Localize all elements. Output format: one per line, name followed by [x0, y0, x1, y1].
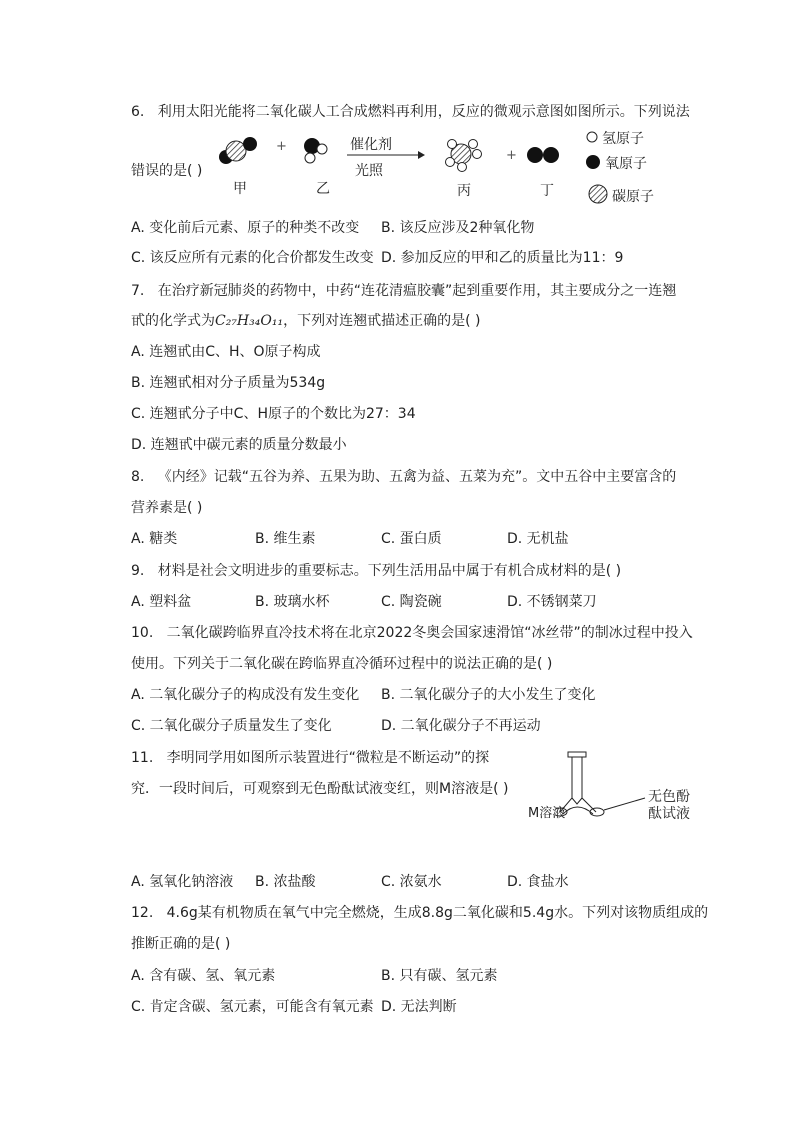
- label-bing: 丙: [457, 183, 471, 199]
- q11-option-a: A. 氢氧化钠溶液: [131, 874, 234, 890]
- q7-number: 7.: [131, 283, 145, 299]
- q11-option-d: D. 食盐水: [507, 874, 569, 890]
- q6-option-a: A. 变化前后元素、原子的种类不改变: [131, 220, 360, 236]
- q9-option-b: B. 玻璃水杯: [255, 594, 330, 610]
- q8-option-d: D. 无机盐: [507, 531, 569, 547]
- q7-option-b: B. 连翘甙相对分子质量为534g: [131, 375, 326, 391]
- legend-hydrogen-symbol: [587, 132, 597, 142]
- q10-option-b: B. 二氧化碳分子的大小发生了变化: [381, 687, 596, 703]
- q9-number: 9.: [131, 563, 145, 579]
- q8-option-b: B. 维生素: [255, 531, 316, 547]
- condition-label: 光照: [355, 163, 383, 179]
- q8-option-c: C. 蛋白质: [381, 531, 442, 547]
- q6-stem-text: 利用太阳光能将二氧化碳人工合成燃料再利用，反应的微观示意图如图所示。下列说法: [157, 104, 690, 120]
- q10-stem-text: 二氧化碳跨临界直冷技术将在北京2022冬奥会国家速滑馆“冰丝带”的制冰过程中投入: [166, 625, 693, 641]
- plus-sign-1: +: [276, 139, 287, 154]
- q11-number: 11.: [131, 750, 154, 766]
- q12-number: 12.: [131, 905, 154, 921]
- legend-oxygen: 氧原子: [605, 156, 647, 172]
- phenolphthalein-label-1: 无色酚: [648, 789, 690, 805]
- q7-stem-line1: [131, 281, 676, 301]
- q8-stem-line2: 营养素是( ): [131, 500, 203, 516]
- q8-stem-text: 《内经》记载“五谷为养、五果为助、五禽为益、五菜为充”。文中五谷中主要富含的: [157, 469, 677, 485]
- legend-carbon: 碳原子: [612, 189, 654, 205]
- q7-option-a: A. 连翘甙由C、H、O原子构成: [131, 344, 321, 360]
- molecule-ding: [527, 147, 559, 163]
- q12-option-c: C. 肯定含碳、氢元素，可能含有氧元素: [131, 999, 374, 1015]
- q9-option-d: D. 不锈钢菜刀: [507, 594, 597, 610]
- q8-stem-line1: [131, 467, 676, 487]
- q6-option-d: D. 参加反应的甲和乙的质量比为11：9: [381, 250, 624, 266]
- q10-number: 10.: [131, 625, 154, 641]
- legend-hydrogen: 氢原子: [602, 131, 644, 147]
- q7-stem-line2: [131, 311, 480, 331]
- legend-oxygen-symbol: [586, 155, 600, 169]
- q6-option-c: C. 该反应所有元素的化合价都发生改变: [131, 250, 374, 266]
- legend-carbon-symbol: [589, 185, 607, 203]
- q8-number: 8.: [131, 469, 145, 485]
- q7-option-d: D. 连翘甙中碳元素的质量分数最小: [131, 437, 347, 453]
- q9-option-a: A. 塑料盆: [131, 594, 192, 610]
- q10-stem-line2: 使用。下列关于二氧化碳在跨临界直冷循环过程中的说法正确的是( ): [131, 656, 553, 672]
- q8-option-a: A. 糖类: [131, 531, 178, 547]
- q11-stem-line2: 究．一段时间后，可观察到无色酚酞试液变红，则M溶液是( ): [131, 781, 509, 797]
- q6-stem-line2: 错误的是( ): [131, 163, 203, 179]
- q10-stem-line1: [131, 623, 693, 643]
- q12-stem-line2: 推断正确的是( ): [131, 936, 231, 952]
- catalyst-label: 催化剂: [350, 137, 392, 153]
- molecule-yi: [304, 138, 327, 163]
- q7-stem-text: 在治疗新冠肺炎的药物中，中药“连花清瘟胶囊”起到重要作用，其主要成分之一连翘: [157, 283, 677, 299]
- q7-stem-post: ，下列对连翘甙描述正确的是( ): [283, 313, 481, 329]
- m-solution-label: M溶液: [528, 806, 566, 821]
- q10-option-d: D. 二氧化碳分子不再运动: [381, 718, 541, 734]
- q9-stem-text: 材料是社会文明进步的重要标志。下列生活用品中属于有机合成材料的是( ): [157, 563, 622, 579]
- q11-stem-text: 李明同学用如图所示装置进行“微粒是不断运动”的探: [166, 750, 490, 766]
- q12-stem-line1: [131, 903, 708, 923]
- q6-stem-line1: [131, 102, 690, 122]
- q10-option-a: A. 二氧化碳分子的构成没有发生变化: [131, 687, 360, 703]
- q11-option-c: C. 浓氨水: [381, 874, 442, 890]
- q12-option-a: A. 含有碳、氢、氧元素: [131, 968, 276, 984]
- molecule-bing: [446, 140, 482, 172]
- q7-formula: C₂₇H₃₄O₁₁: [215, 313, 284, 329]
- q6-number: 6.: [131, 104, 145, 120]
- q7-stem-pre: 甙的化学式为: [131, 313, 215, 329]
- q10-option-c: C. 二氧化碳分子质量发生了变化: [131, 718, 332, 734]
- q9-option-c: C. 陶瓷碗: [381, 594, 442, 610]
- label-yi: 乙: [316, 181, 330, 197]
- label-ding: 丁: [540, 183, 554, 199]
- q11-option-b: B. 浓盐酸: [255, 874, 316, 890]
- molecule-jia: [219, 137, 257, 164]
- plus-sign-2: +: [506, 148, 517, 163]
- q7-option-c: C. 连翘甙分子中C、H原子的个数比为27：34: [131, 406, 416, 422]
- phenolphthalein-label-2: 酞试液: [648, 806, 690, 822]
- label-jia: 甲: [233, 181, 247, 197]
- q12-option-d: D. 无法判断: [381, 999, 457, 1015]
- q12-option-b: B. 只有碳、氢元素: [381, 968, 498, 984]
- q6-option-b: B. 该反应涉及2种氧化物: [381, 220, 535, 236]
- q12-stem-text: 4.6g某有机物质在氧气中完全燃烧，生成8.8g二氧化碳和5.4g水。下列对该物质组成的: [166, 905, 709, 921]
- q9-stem-line1: [131, 561, 621, 581]
- q11-stem-line1: [131, 748, 489, 768]
